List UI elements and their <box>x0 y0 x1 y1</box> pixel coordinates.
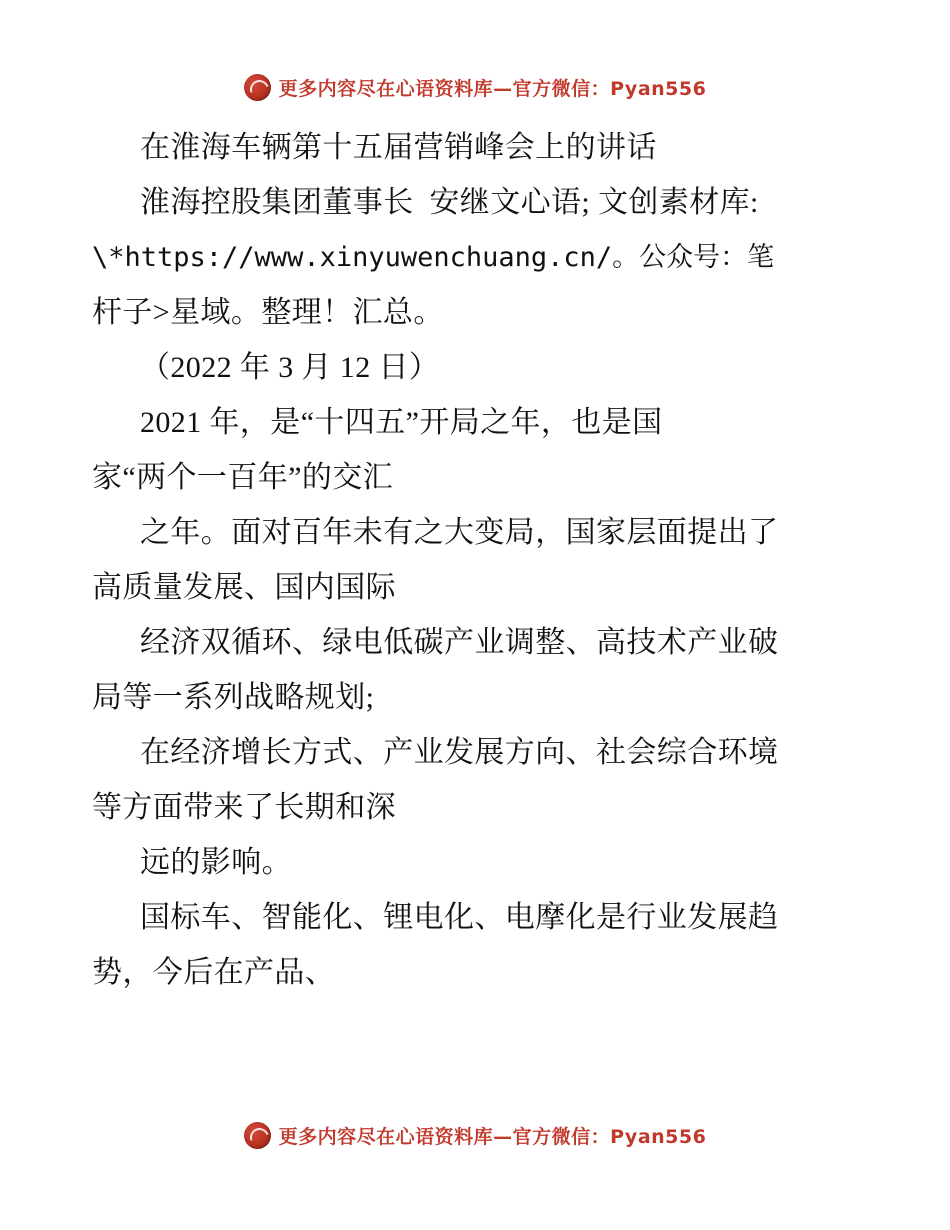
watermark-text: 更多内容尽在心语资料库—官方微信：Pyan556 <box>278 78 707 100</box>
doc-title: 在淮海车辆第十五届营销峰会上的讲话 <box>140 131 657 164</box>
circle-logo-icon <box>244 74 271 101</box>
doc-paragraph-4-line-2: 等方面带来了长期和深 <box>92 791 396 824</box>
doc-paragraph-1-line-2: 家“两个一百年”的交汇 <box>92 461 394 494</box>
doc-paragraph-6-line-1: 国标车、智能化、锂电化、电摩化是行业发展趋 <box>140 901 779 934</box>
doc-paragraph-1-line-1: 2021 年，是“十四五”开局之年，也是国 <box>140 406 663 439</box>
document-body <box>92 120 864 1000</box>
doc-paragraph-2-line-2: 高质量发展、国内国际 <box>92 571 396 604</box>
doc-date: （2022 年 3 月 12 日） <box>140 351 440 384</box>
watermark-footer <box>0 1122 950 1149</box>
doc-byline-line-1: 淮海控股集团董事长 安继文心语; 文创素材库: <box>140 186 759 219</box>
watermark-header <box>0 74 950 101</box>
doc-paragraph-5-line-1: 远的影响。 <box>140 846 292 879</box>
doc-byline-line-2: \*https://www.xinyuwenchuang.cn/。公众号：笔 <box>92 242 775 273</box>
doc-paragraph-4-line-1: 在经济增长方式、产业发展方向、社会综合环境 <box>140 736 779 769</box>
doc-paragraph-3-line-2: 局等一系列战略规划; <box>92 681 375 714</box>
doc-paragraph-2-line-1: 之年。面对百年未有之大变局，国家层面提出了 <box>140 516 779 549</box>
doc-paragraph-3-line-1: 经济双循环、绿电低碳产业调整、高技术产业破 <box>140 626 779 659</box>
doc-byline-line-3: 杆子>星域。整理！汇总。 <box>92 296 444 329</box>
watermark-text: 更多内容尽在心语资料库—官方微信：Pyan556 <box>278 1126 707 1148</box>
doc-paragraph-6-line-2: 势，今后在产品、 <box>92 956 336 989</box>
circle-logo-icon <box>244 1122 271 1149</box>
